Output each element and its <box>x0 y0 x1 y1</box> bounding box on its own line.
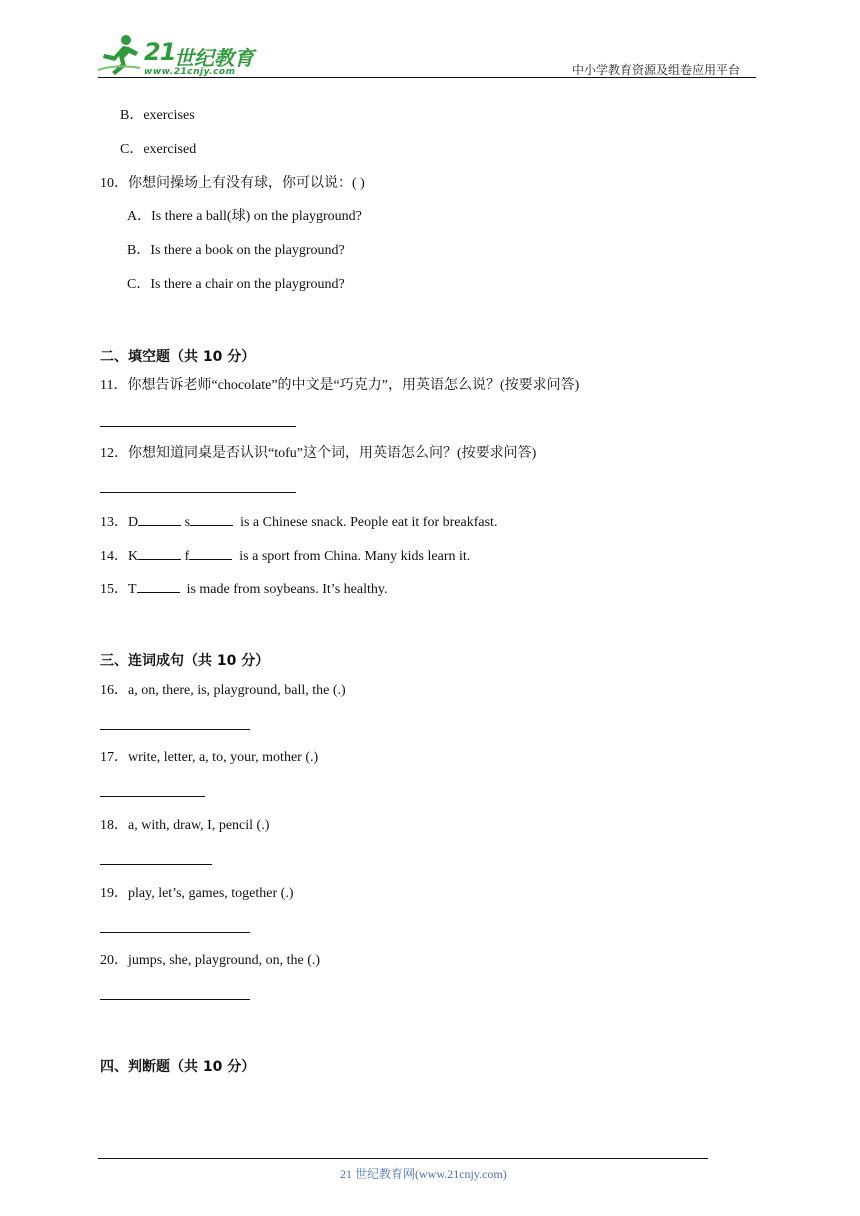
section2-title: 二、填空题（共 10 分） <box>100 349 256 365</box>
q16-text: 16．a, on, there, is, playground, ball, the (.) <box>100 683 346 698</box>
footer-rule <box>98 1158 708 1159</box>
q13-blank-2 <box>190 513 233 526</box>
q12-text: 12．你想知道同桌是否认识“tofu”这个词，用英语怎么问？(按要求问答) <box>100 446 537 461</box>
q14-prefix: 14．K <box>100 549 139 564</box>
q14-rest: is a sport from China. Many kids learn it. <box>239 549 471 564</box>
q10-option-a: A．Is there a ball(球) on the playground? <box>127 209 362 224</box>
section4-title: 四、判断题（共 10 分） <box>100 1059 256 1075</box>
q19-text: 19．play, let’s, games, together (.) <box>100 886 294 901</box>
q13-blank-1 <box>138 513 181 526</box>
q17-text: 17．write, letter, a, to, your, mother (.) <box>100 750 319 765</box>
q11-text: 11．你想告诉老师“chocolate”的中文是“巧克力”，用英语怎么说？(按要求问答) <box>100 378 580 393</box>
logo-url: www.21cnjy.com <box>144 67 236 77</box>
q13 <box>100 513 497 532</box>
q14-blank-1 <box>138 547 181 560</box>
header-logo <box>96 34 266 78</box>
q10-option-c: C．Is there a chair on the playground? <box>127 277 345 292</box>
platform-text: 中小学教育资源及组卷应用平台 <box>572 63 741 77</box>
q17-answer-line <box>100 796 205 797</box>
q13-mid: s <box>184 515 191 530</box>
q10-stem: 10．你想问操场上有没有球，你可以说：( ) <box>100 176 365 191</box>
q19-answer-line <box>100 932 250 933</box>
section3-title: 三、连词成句（共 10 分） <box>100 653 270 669</box>
q12-answer-line <box>100 492 296 493</box>
q15-rest: is made from soybeans. It’s healthy. <box>186 582 388 597</box>
q13-rest: is a Chinese snack. People eat it for breakfast. <box>240 515 498 530</box>
runner-logo-icon <box>96 34 142 76</box>
q18-text: 18．a, with, draw, I, pencil (.) <box>100 818 270 833</box>
q15-prefix: 15．T <box>100 582 137 597</box>
q14 <box>100 547 470 566</box>
header-rule <box>98 77 756 78</box>
q9-option-c: C．exercised <box>120 142 197 157</box>
footer-text: 21 世纪教育网(www.21cnjy.com) <box>340 1167 507 1181</box>
q14-mid: f <box>184 549 190 564</box>
q20-answer-line <box>100 999 250 1000</box>
q20-text: 20．jumps, she, playground, on, the (.) <box>100 953 321 968</box>
logo-number: 21 <box>144 38 176 66</box>
q13-prefix: 13．D <box>100 515 139 530</box>
q10-option-b: B．Is there a book on the playground? <box>127 243 345 258</box>
q14-blank-2 <box>189 547 232 560</box>
q18-answer-line <box>100 864 212 865</box>
q15-blank-1 <box>137 580 180 593</box>
q11-answer-line <box>100 426 296 427</box>
q9-option-b: B．exercises <box>120 108 195 123</box>
logo-text: 世纪教育 <box>174 46 254 70</box>
q16-answer-line <box>100 729 250 730</box>
q15 <box>100 580 387 599</box>
